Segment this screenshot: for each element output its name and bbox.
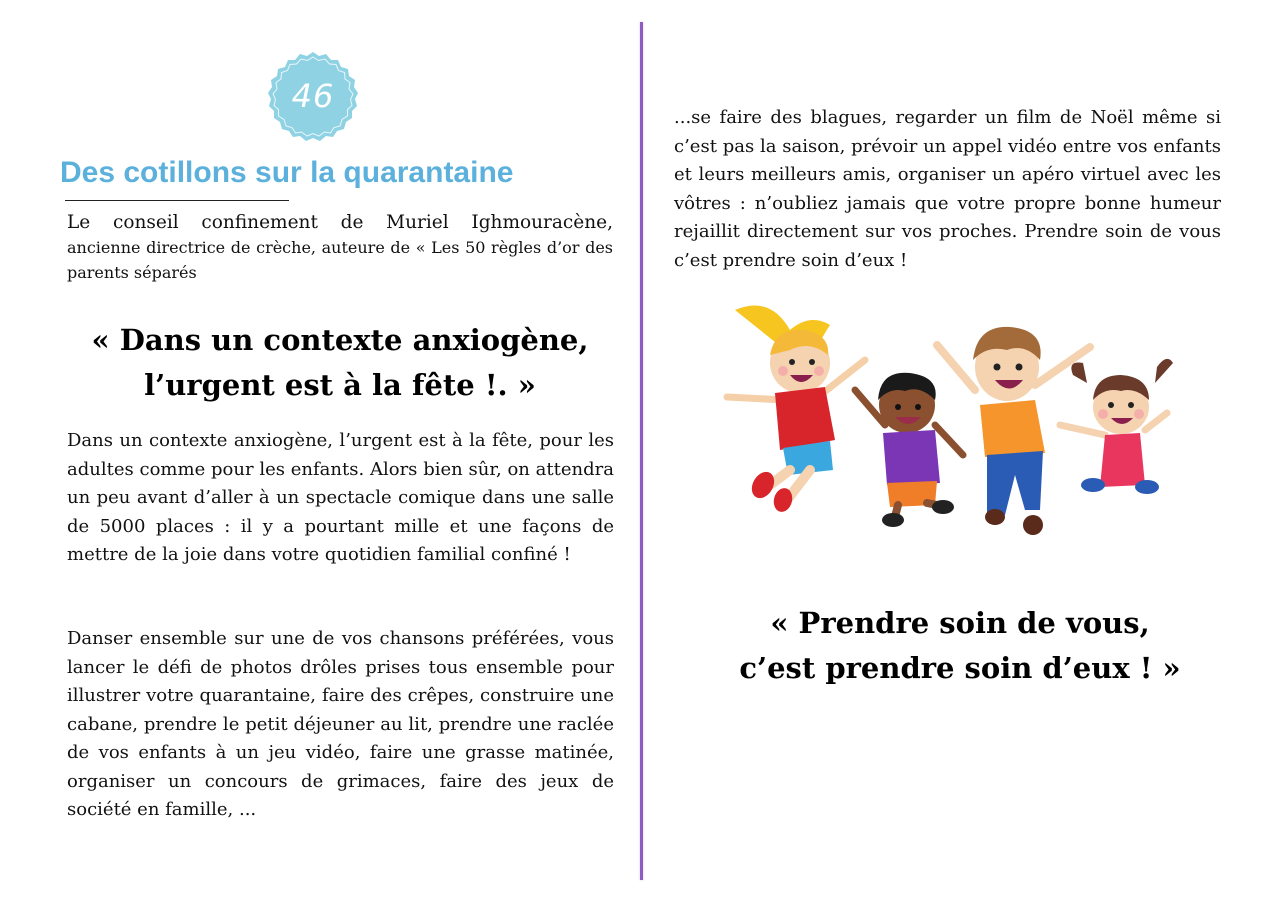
page-number: 46 (291, 77, 335, 115)
page-number-badge (268, 51, 358, 141)
child-girl-pink (1060, 359, 1173, 494)
article-title: Des cotillons sur la quarantaine (60, 156, 514, 189)
title-underline (65, 200, 289, 201)
paragraph-1: Dans un contexte anxiogène, l’urgent est à la fête, pour les adultes comme pour les enfants. Alors bien sûr, on attendra un peu avant d’aller à un spectacle comique dans une salle de 5000 places : il y a pourtant mille et une façons de mettre de la joie dans votre quotidien familial confiné ! (67, 430, 614, 565)
pullquote-left (60, 318, 620, 408)
child-boy-purple (855, 373, 963, 527)
subtitle-line-2: ancienne directrice de crèche, auteure de « Les 50 règles d’or des parents séparés (67, 238, 613, 282)
pullquote-right-line-1: « Prendre soin de vous, (770, 606, 1150, 640)
child-boy-orange (937, 327, 1090, 535)
column-divider (640, 22, 643, 880)
article-subtitle (67, 210, 613, 285)
children-jumping-icon (715, 305, 1185, 550)
jumping-children-illustration (715, 305, 1185, 550)
child-girl-blonde (727, 306, 865, 514)
pullquote-left-line-2: l’urgent est à la fête !. » (144, 368, 536, 402)
paragraph-3: ...se faire des blagues, regarder un film de Noël même si c’est pas la saison, prévoir un appel vidéo entre vos enfants et leurs meilleurs amis, organiser un apéro virtuel avec les vôtres : n’oubliez jamais que votre propre bonne humeur rejaillit directement sur vos proches. Prendre soin de vous c’est prendre soin d’eux ! (674, 107, 1221, 271)
pullquote-right (700, 601, 1220, 691)
pullquote-right-line-2: c’est prendre soin d’eux ! » (739, 651, 1181, 685)
subtitle-line-1: Le conseil confinement de Muriel Ighmouracène, (67, 212, 613, 233)
paragraph-2: Danser ensemble sur une de vos chansons préférées, vous lancer le défi de photos drôles prises tous ensemble pour illustrer votre quarantaine, faire des crêpes, construire une cabane, prendre le petit déjeuner au lit, prendre une raclée de vos enfants à un jeu vidéo, faire une grasse matinée, organiser un concours de grimaces, faire des jeux de société en famille, ... (67, 628, 614, 820)
pullquote-left-line-1: « Dans un contexte anxiogène, (91, 323, 589, 357)
